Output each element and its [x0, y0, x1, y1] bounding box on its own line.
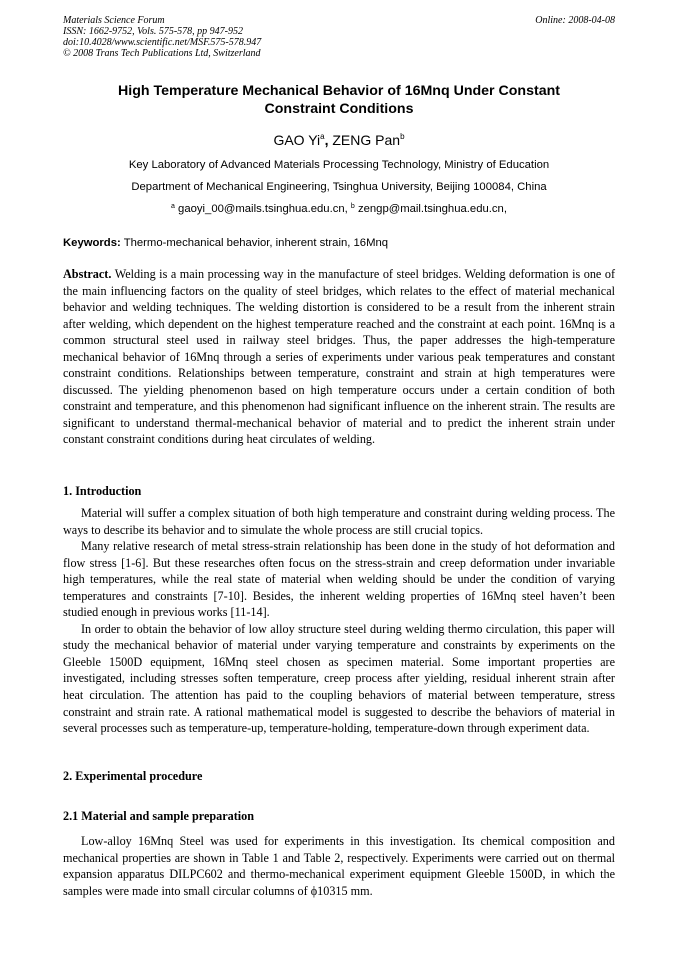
material-body — [63, 833, 615, 899]
section-heading-introduction: 1. Introduction — [63, 484, 142, 498]
author-1-marker: a — [320, 132, 325, 141]
affiliation-2: Department of Mechanical Engineering, Tsinghua University, Beijing 100084, China — [131, 181, 547, 193]
keywords-text: Thermo-mechanical behavior, inherent strain, 16Mnq — [120, 237, 389, 249]
intro-paragraph-1: Material will suffer a complex situation of both high temperature and constraint during welding process. The ways to describe its behavior and to simulate the whole process are still crucial topics. — [63, 506, 615, 537]
copyright-line: © 2008 Trans Tech Publications Ltd, Switzerland — [63, 48, 261, 59]
intro-paragraph-3: In order to obtain the behavior of low alloy structure steel during welding thermo circulation, this paper will study the mechanical behavior of material under varying temperature and constraints by experiments on the Gleeble 1500D equipment, 16Mnq steel chosen as specimen material. Some important properties are investigated, including stresses soften temperature, creep process after yielding, residual inherent strain after heat circulation. The attention has paid to the coupling behaviors of material between temperature, stress constraint and strain rate. A rational mathematical model is suggested to describe the behaviors of material in several processes such as temperature-up, temperature-holding, temperature-down through experiment data. — [63, 621, 615, 736]
material-paragraph-1: Low-alloy 16Mnq Steel was used for experiments in this investigation. Its chemical composition and mechanical properties are shown in Table 1 and Table 2, respectively. Experiments were carried out on thermal expansion apparatus DILPC602 and thermo-mechanical experiment equipment Gleeble 1500D, in which the samples were made into small circular columns of ϕ10315 mm. — [63, 834, 615, 898]
issn-line: ISSN: 1662-9752, Vols. 575-578, pp 947-952 — [63, 26, 243, 37]
section-heading-experimental: 2. Experimental procedure — [63, 769, 203, 783]
author-2-name: ZENG Pan — [332, 132, 401, 148]
email-a: gaoyi_00@mails.tsinghua.edu.cn, — [174, 203, 351, 215]
keywords-label: Keywords: — [63, 237, 121, 249]
abstract-label: Abstract. — [63, 267, 112, 281]
author-separator: , — [324, 132, 333, 148]
title-line-1: High Temperature Mechanical Behavior of 16Mnq Under Constant — [118, 83, 560, 99]
email-line — [63, 202, 615, 216]
keywords — [63, 236, 615, 250]
doi-line: doi:10.4028/www.scientific.net/MSF.575-578.947 — [63, 37, 262, 48]
author-1-name: GAO Yi — [273, 132, 321, 148]
paper-title — [63, 82, 615, 118]
affiliation-1: Key Laboratory of Advanced Materials Processing Technology, Ministry of Education — [128, 159, 550, 171]
subsection-heading-material: 2.1 Material and sample preparation — [63, 809, 255, 823]
email-marker-a: a — [171, 203, 175, 210]
email-marker-b: b — [350, 203, 355, 210]
title-line-2: Constraint Conditions — [264, 101, 414, 117]
intro-paragraph-2: Many relative research of metal stress-strain relationship has been done in the study of hot deformation and flow stress [1-6]. But these researches often focus on the stress-strain and creep deformation under invariable high temperatures, while the real state of material when welding should be under the condition of varying temperatures and constraints [7-10]. Besides, the inherent welding properties of 16Mnq steel haven’t been studied enough in previous works [11-14]. — [63, 539, 615, 620]
author-list — [63, 131, 615, 149]
email-b: zengp@mail.tsinghua.edu.cn, — [354, 203, 507, 215]
abstract — [63, 266, 615, 448]
introduction-body — [63, 505, 615, 737]
journal-name: Materials Science Forum — [63, 15, 165, 26]
abstract-text: Welding is a main processing way in the manufacture of steel bridges. Welding deformation is one of the main influencing factors on the quality of steel bridges, which relates to the effect of material mechanical behavior and welding techniques. The welding distortion is considered to be a result from the inherent strain after welding, which dependent on the highest temperature reached and the constraint at each point. 16Mnq is a common structural steel used in railway steel bridges. Thus, the paper addresses the high-temperature mechanical behavior of 16Mnq through a series of experiments under various peak temperatures and constant constraint conditions. Relationships between temperature, constraint and strain at high temperatures were discussed. The yielding phenomenon based on high temperature occurs under a certain condition of both constraint and temperature, and this phenomenon had significant influence on the inherent strain. The results are significant to understand thermal-mechanical behavior of material and to predict the inherent strain under constant constraint conditions during heat circulates of welding. — [63, 267, 615, 447]
journal-header — [63, 15, 615, 59]
online-date: Online: 2008-04-08 — [535, 15, 615, 26]
journal-info — [63, 15, 615, 59]
author-2-marker: b — [400, 132, 405, 141]
